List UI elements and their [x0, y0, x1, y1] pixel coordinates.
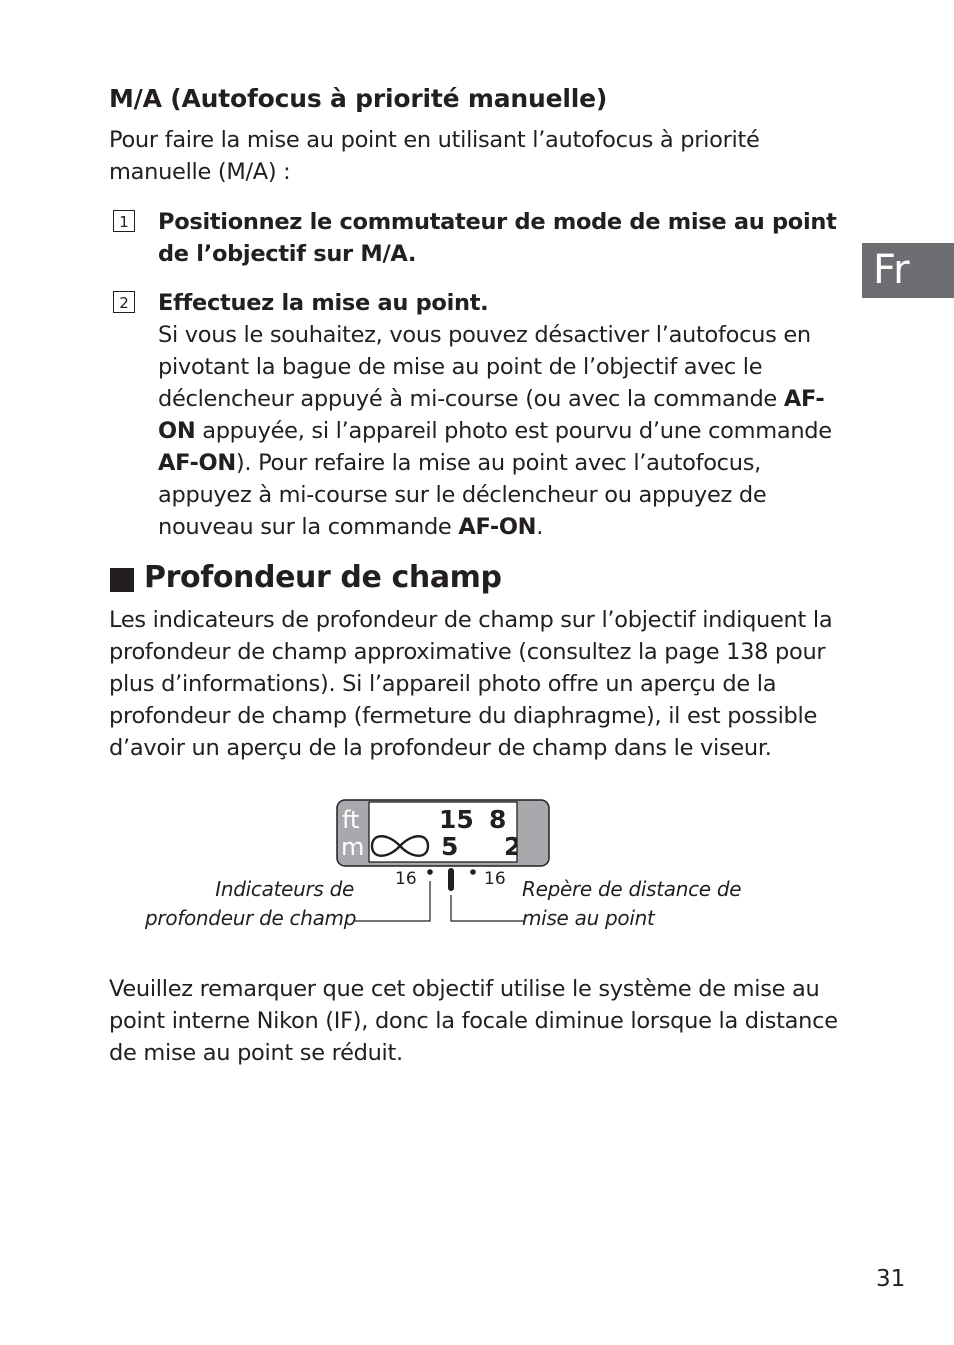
focus-distance-mark	[448, 868, 454, 891]
language-tab: Fr	[862, 243, 954, 298]
unit-ft-label: ft	[342, 806, 360, 834]
m-value-5: 5	[441, 832, 459, 861]
ma-intro-paragraph: Pour faire la mise au point en utilisant l’autofocus à priorité manuelle (M/A) :	[109, 127, 760, 185]
ft-value-15: 15	[439, 805, 474, 834]
ft-value-8: 8	[489, 805, 507, 834]
step-2-body: Si vous le souhaitez, vous pouvez désactiver l’autofocus en pivotant la bague de mise au point de l’objectif avec le déclencheur appuyé à mi-course (ou avec la commande AF-ON appuyée, si l’appareil photo est pourvu d’une commande AF-ON). Pour refaire la mise au point avec l’autofocus, appuyez à mi-course sur le déclencheur ou appuyez de nouveau sur la commande AF-ON.	[158, 322, 832, 540]
section-square-icon	[110, 568, 134, 592]
aperture-16-left: 16	[395, 869, 417, 889]
unit-m-label: m	[341, 833, 365, 861]
step-2-title: Effectuez la mise au point.	[158, 290, 489, 316]
aperture-16-right: 16	[484, 869, 506, 889]
step-2	[158, 287, 848, 543]
af-on-label: AF-ON	[158, 450, 236, 476]
caption-dof-indicators: Indicateurs de profondeur de champ	[145, 877, 357, 930]
step-number-2: 2	[113, 291, 135, 313]
section-heading-dof: Profondeur de champ	[144, 560, 502, 595]
leader-line-right	[451, 895, 525, 921]
dof-indicator-dot-left	[427, 869, 433, 875]
af-on-label: AF-ON	[158, 386, 825, 444]
m-value-2: 2	[504, 832, 522, 861]
af-on-label: AF-ON	[458, 514, 537, 540]
caption-focus-distance-mark: Repère de distance de mise au point	[522, 877, 742, 930]
leader-line-left	[355, 881, 430, 921]
dof-paragraph: Les indicateurs de profondeur de champ sur l’objectif indiquent la profondeur de champ approximative (consultez la page 138 pour plus d’informations). Si l’appareil photo offre un aperçu de la profondeur de champ (fermeture du diaphragme), il est possible d’avoir un aperçu de la profondeur de champ dans le viseur.	[109, 607, 833, 761]
step-1-title: Positionnez le commutateur de mode de mise au point de l’objectif sur M/A.	[158, 209, 837, 267]
dof-indicator-dot-right	[470, 869, 476, 875]
page-number: 31	[876, 1266, 906, 1292]
section-heading-ma: M/A (Autofocus à priorité manuelle)	[109, 84, 608, 113]
note-paragraph: Veuillez remarquer que cet objectif utilise le système de mise au point interne Nikon (IF), donc la focale diminue lorsque la distance de mise au point se réduit.	[109, 976, 838, 1066]
step-number-1: 1	[113, 210, 135, 232]
